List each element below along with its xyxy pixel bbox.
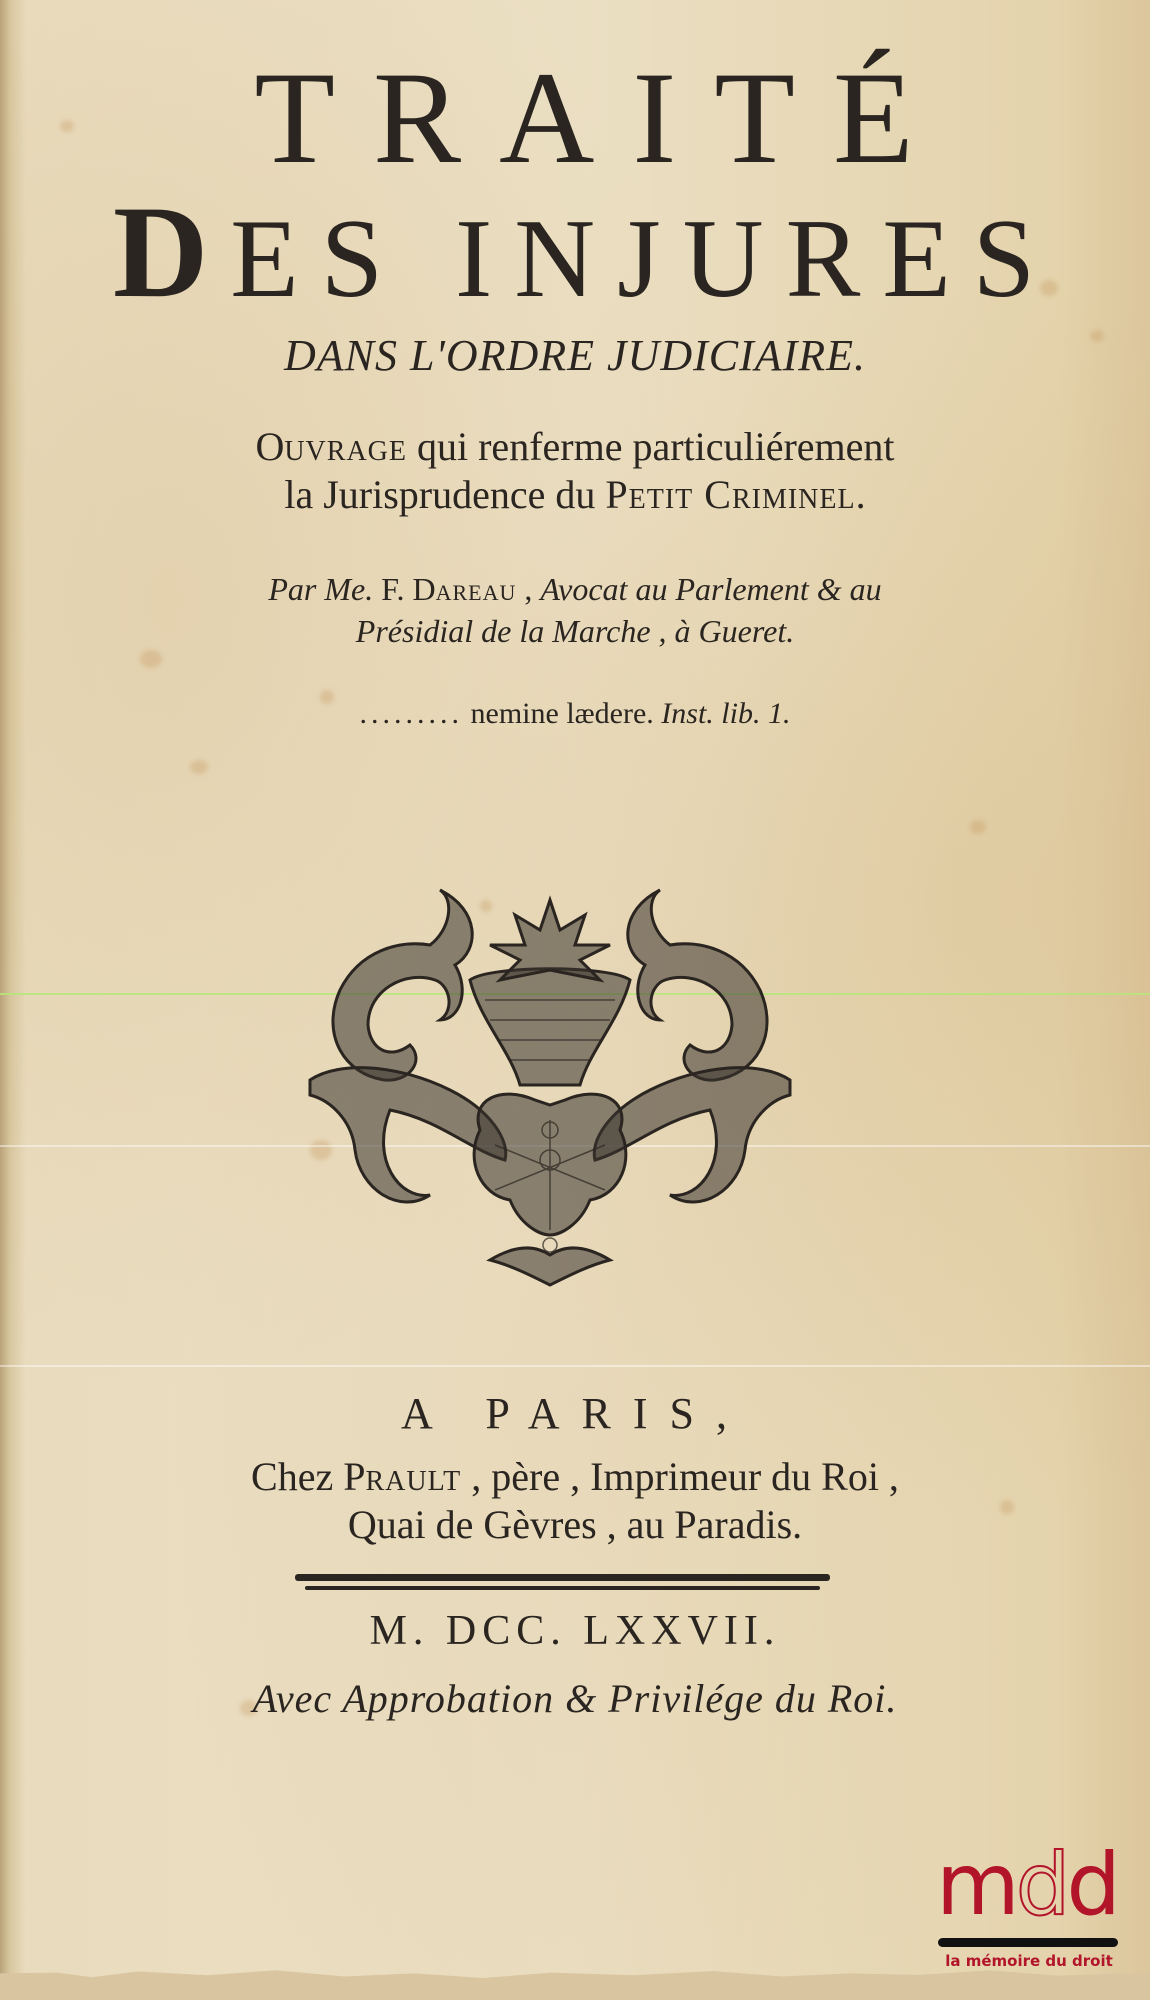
author-line-1 [0, 568, 1150, 610]
publisher-name: rault [365, 1454, 462, 1499]
author-role: Avocat au Parlement & au [540, 571, 882, 607]
description-line-1 [0, 422, 1150, 472]
double-rule-top [295, 1574, 830, 1581]
mdd-logo [930, 1835, 1125, 1975]
description-lead-cap: O [255, 424, 285, 469]
description-smallcaps: Petit Criminel [605, 472, 856, 517]
logo-bar [938, 1938, 1118, 1947]
title-initial: D [112, 178, 231, 325]
description-line-1-rest: qui renferme particuliérement [407, 424, 895, 469]
title-line-2-rest: ES INJURES [230, 197, 1058, 321]
logo-letter-d-outline: d [1015, 1835, 1067, 1935]
epigraph [0, 694, 1150, 734]
author-separator: , [516, 571, 541, 607]
description-line-2 [0, 470, 1150, 520]
title-line-1: TRAITÉ [254, 44, 952, 191]
epigraph-text: nemine lædere. [463, 697, 662, 730]
fleuron-ornament-icon [290, 860, 810, 1300]
epigraph-source: Inst. lib. 1. [661, 697, 791, 730]
privilege-line: Avec Approbation & Privilége du Roi. [252, 1676, 898, 1721]
subtitle: DANS L'ORDRE JUDICIAIRE. [283, 331, 867, 380]
imprint-city: A PARIS, [400, 1389, 750, 1438]
foxing-spot [140, 650, 162, 668]
description-lead-smallcaps: uvrage [284, 424, 407, 469]
logo-letter-d: d [1066, 1835, 1117, 1935]
epigraph-ellipsis: ......... [359, 697, 464, 730]
publisher-post: , père , Imprimeur du Roi , [461, 1454, 899, 1499]
imprint-publisher [0, 1452, 1150, 1502]
logo-tagline: la mémoire du droit [945, 1952, 1113, 1970]
foxing-spot [970, 820, 986, 834]
mdd-logo-letters [936, 1835, 1117, 1935]
foxing-spot [190, 760, 208, 774]
description-line-2-end: . [855, 472, 866, 517]
logo-letter-m: m [936, 1835, 1016, 1935]
imprint-address: Quai de Gèvres , au Paradis. [347, 1502, 803, 1547]
publication-year: M. DCC. LXXVII. [369, 1608, 781, 1654]
author-surname: areau [435, 571, 517, 607]
publisher-pre: Chez P [251, 1454, 366, 1499]
author-initial: F. D [381, 571, 436, 607]
description-line-2-start: la Jurisprudence du [284, 472, 606, 517]
author-line-2: Présidial de la Marche , à Gueret. [355, 613, 795, 649]
title-line-2 [0, 178, 1150, 325]
double-rule-bottom [305, 1586, 820, 1590]
author-prefix: Par Me. [268, 571, 382, 607]
scan-artifact-line [0, 1365, 1150, 1367]
